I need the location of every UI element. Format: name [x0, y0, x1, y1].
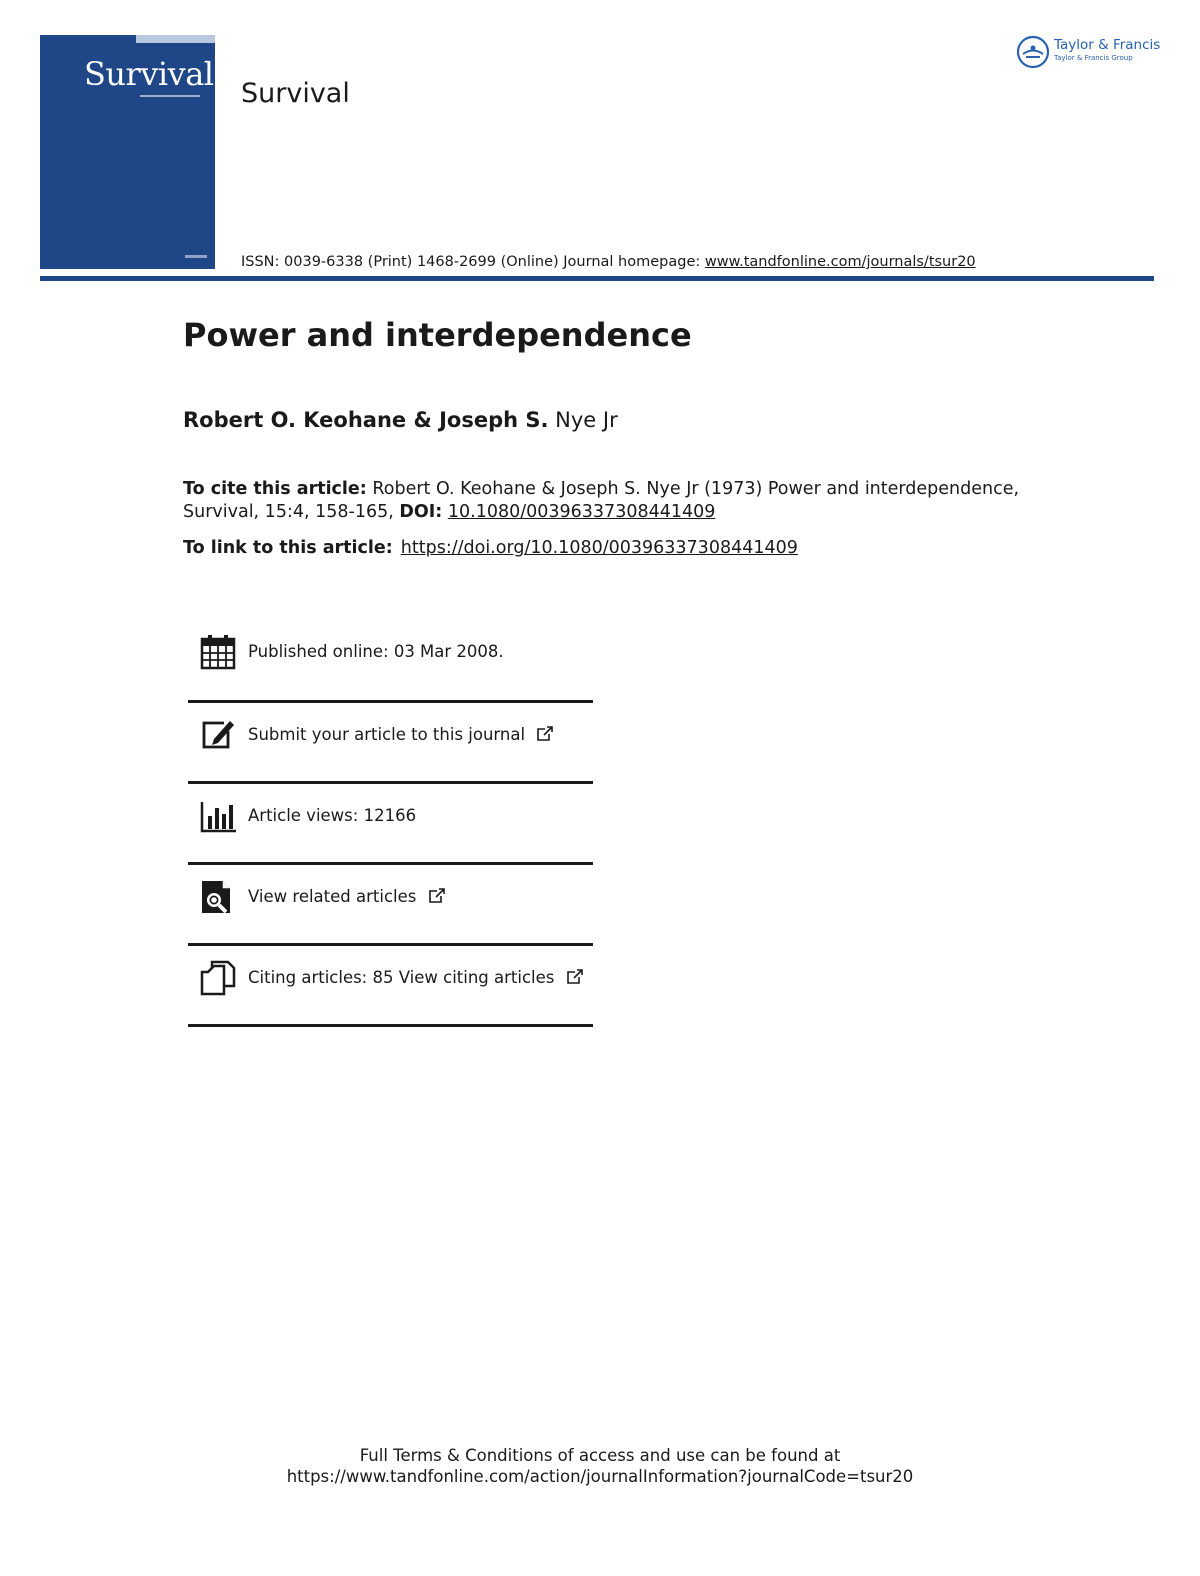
citing-articles-label: Citing articles: 85 View citing articles [248, 968, 555, 987]
terms-url[interactable]: https://www.tandfonline.com/action/journalInformation?journalCode=tsur20 [286, 1467, 914, 1486]
authors-bold: Robert O. Keohane & Joseph S. [183, 408, 549, 432]
bar-chart-icon [200, 798, 236, 834]
info-item-published [188, 620, 593, 703]
info-item-views [188, 784, 593, 865]
doi-link[interactable]: 10.1080/00396337308441409 [447, 502, 716, 522]
article-doi-url[interactable]: https://doi.org/10.1080/00396337308441409 [400, 538, 798, 558]
article-title: Power and interdependence [183, 316, 692, 354]
cite-label: To cite this article: [183, 479, 367, 499]
publisher-logo-text: Taylor & Francis [1054, 37, 1161, 53]
cover-top-band [136, 35, 215, 43]
cover-footer-mark [185, 255, 207, 258]
published-date: Published online: 03 Mar 2008. [248, 642, 504, 661]
calendar-icon [200, 634, 236, 670]
article-link-row [183, 538, 798, 558]
article-views: Article views: 12166 [248, 806, 417, 825]
info-item-citing[interactable] [188, 946, 593, 1027]
journal-name: Survival [241, 78, 350, 109]
view-related-label: View related articles [248, 887, 417, 906]
authors-rest: Nye Jr [548, 408, 618, 432]
info-item-submit[interactable] [188, 703, 593, 784]
edit-pencil-icon [200, 717, 236, 753]
external-link-icon [566, 969, 584, 985]
terms-footer [0, 1445, 1200, 1487]
external-link-icon [428, 888, 446, 904]
publisher-logo-subtext: Taylor & Francis Group [1054, 54, 1133, 62]
article-authors [183, 408, 618, 432]
citation-block [183, 478, 1043, 524]
journal-homepage-link[interactable]: www.tandfonline.com/journals/tsur20 [704, 254, 976, 270]
terms-line: Full Terms & Conditions of access and use can be found at [359, 1446, 841, 1465]
view-related-link[interactable] [248, 887, 446, 906]
issn-line [241, 254, 976, 270]
info-item-related[interactable] [188, 865, 593, 946]
article-info-list [188, 620, 593, 1027]
publisher-logo-icon [1016, 35, 1050, 69]
cover-subtitle-line [140, 95, 200, 97]
cover-title: Survival [84, 55, 214, 93]
citing-documents-icon [200, 960, 236, 996]
external-link-icon [536, 726, 554, 742]
issn-text: ISSN: 0039-6338 (Print) 1468-2699 (Online) Journal homepage: [241, 254, 705, 270]
submit-article-label: Submit your article to this journal [248, 725, 526, 744]
search-document-icon [200, 879, 236, 915]
header-rule [40, 276, 1154, 281]
view-citing-link[interactable] [248, 968, 584, 987]
doi-label: DOI: [399, 502, 443, 522]
link-label: To link to this article: [183, 538, 393, 558]
submit-article-link[interactable] [248, 725, 554, 744]
cite-text: Robert O. Keohane & Joseph S. Nye Jr (1973) Power and interdependence, Survival, 15:4, 158-165, [183, 479, 1020, 522]
publisher-logo[interactable] [1016, 34, 1161, 70]
journal-cover-image [40, 35, 215, 269]
